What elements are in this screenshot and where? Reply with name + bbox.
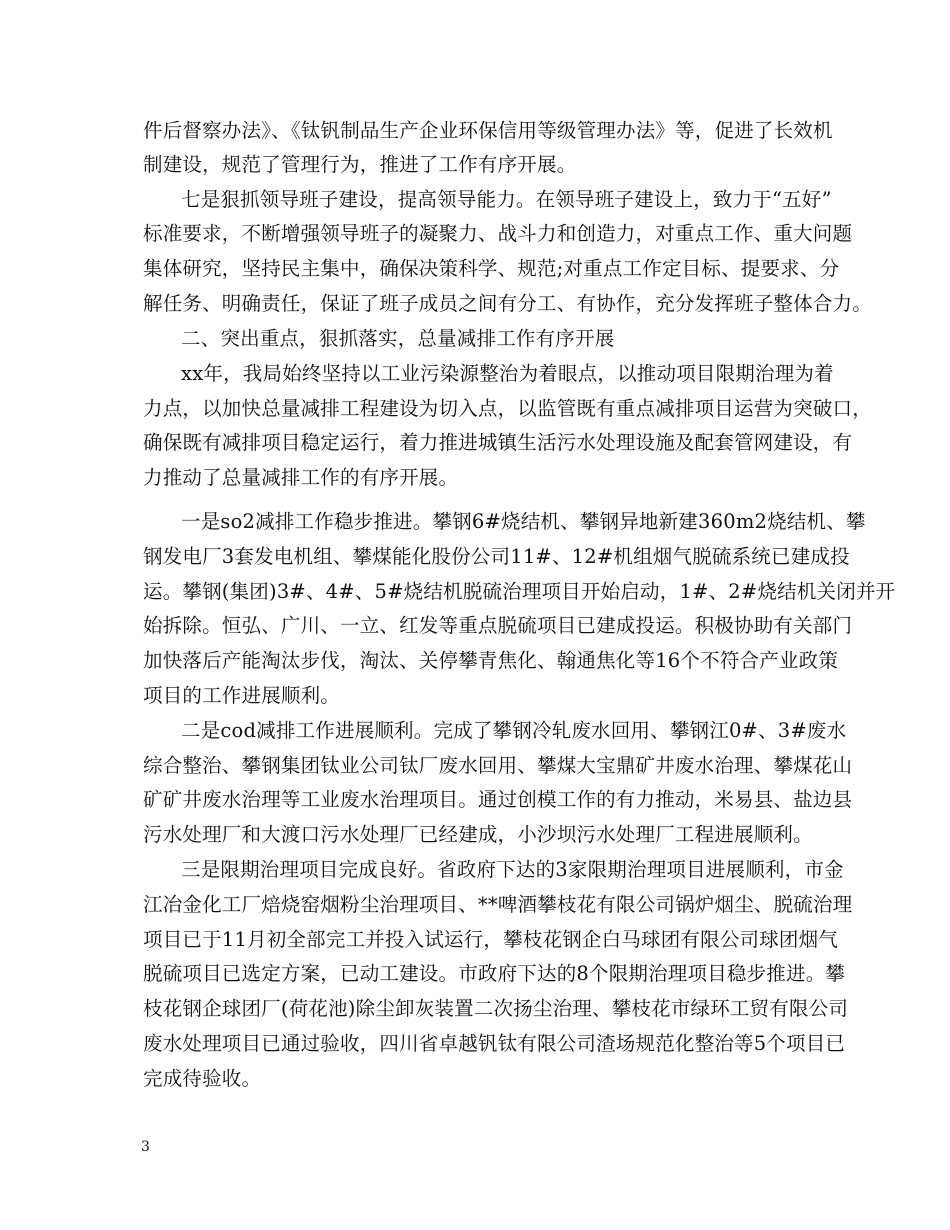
text-line: 完成待验收。: [143, 1067, 262, 1090]
text-line: 始拆除。恒弘、广川、一立、红发等重点脱硫项目已建成投运。积极协助有关部门: [143, 614, 853, 637]
text-line: 脱硫项目已选定方案，已动工建设。市政府下达的8个限期治理项目稳步推进。攀: [143, 962, 846, 985]
text-line: 一是so2减排工作稳步推进。攀钢6#烧结机、攀钢异地新建360m2烧结机、攀: [181, 510, 866, 533]
text-line: 运。攀钢(集团)3#、4#、5#烧结机脱硫治理项目开始启动，1#、2#烧结机关闭并开: [143, 580, 896, 603]
text-line: 力推动了总量减排工作的有序开展。: [143, 466, 459, 489]
text-line: 项目已于11月初全部完工并投入试运行，攀枝花钢企白马球团有限公司球团烟气: [143, 928, 839, 951]
text-line: 污水处理厂和大渡口污水处理厂已经建成，小沙坝污水处理厂工程进展顺利。: [143, 823, 813, 846]
text-line: 加快落后产能淘汰步伐，淘汰、关停攀青焦化、翰通焦化等16个不符合产业政策: [143, 649, 839, 672]
text-line: 项目的工作进展顺利。: [143, 684, 341, 707]
text-line: 解任务、明确责任，保证了班子成员之间有分工、有协作，充分发挥班子整体合力。: [143, 292, 872, 315]
text-line: 江冶金化工厂焙烧窑烟粉尘治理项目、**啤酒攀枝花有限公司锅炉烟尘、脱硫治理: [143, 893, 853, 916]
section-heading: 二、突出重点，狠抓落实，总量减排工作有序开展: [181, 327, 615, 350]
text-line: 废水处理项目已通过验收，四川省卓越钒钛有限公司渣场规范化整治等5个项目已: [143, 1032, 846, 1055]
text-line: 枝花钢企球团厂(荷花池)除尘卸灰装置二次扬尘治理、攀枝花市绿环工贸有限公司: [143, 997, 849, 1020]
text-line: 力点，以加快总量减排工程建设为切入点，以监管既有重点减排项目运营为突破口，: [143, 397, 872, 420]
text-line: 综合整治、攀钢集团钛业公司钛厂废水回用、攀煤大宝鼎矿井废水治理、攀煤花山: [143, 754, 853, 777]
text-line: 矿矿井废水治理等工业废水治理项目。通过创模工作的有力推动，米易县、盐边县: [143, 788, 853, 811]
text-line: 二是cod减排工作进展顺利。完成了攀钢冷轧废水回用、攀钢江0#、3#废水: [181, 719, 847, 742]
text-line: 集体研究，坚持民主集中，确保决策科学、规范;对重点工作定目标、提要求、分: [143, 257, 840, 280]
text-line: 制建设，规范了管理行为，推进了工作有序开展。: [143, 153, 577, 176]
page-number: 3: [141, 1139, 150, 1155]
text-line: 确保既有减排项目稳定运行，着力推进城镇生活污水处理设施及配套管网建设，有: [143, 431, 853, 454]
text-line: 三是限期治理项目完成良好。省政府下达的3家限期治理项目进展顺利，市金: [181, 858, 844, 881]
text-line: 件后督察办法》、《钛钒制品生产企业环保信用等级管理办法》等，促进了长效机: [143, 119, 833, 142]
text-line: 七是狠抓领导班子建设，提高领导能力。在领导班子建设上，致力于“五好”: [181, 188, 832, 211]
text-line: xx年，我局始终坚持以工业污染源整治为着眼点，以推动项目限期治理为着: [181, 362, 834, 385]
text-line: 标准要求，不断增强领导班子的凝聚力、战斗力和创造力，对重点工作、重大问题: [143, 222, 853, 245]
text-line: 钢发电厂3套发电机组、攀煤能化股份公司11#、12#机组烟气脱硫系统已建成投: [143, 545, 850, 568]
